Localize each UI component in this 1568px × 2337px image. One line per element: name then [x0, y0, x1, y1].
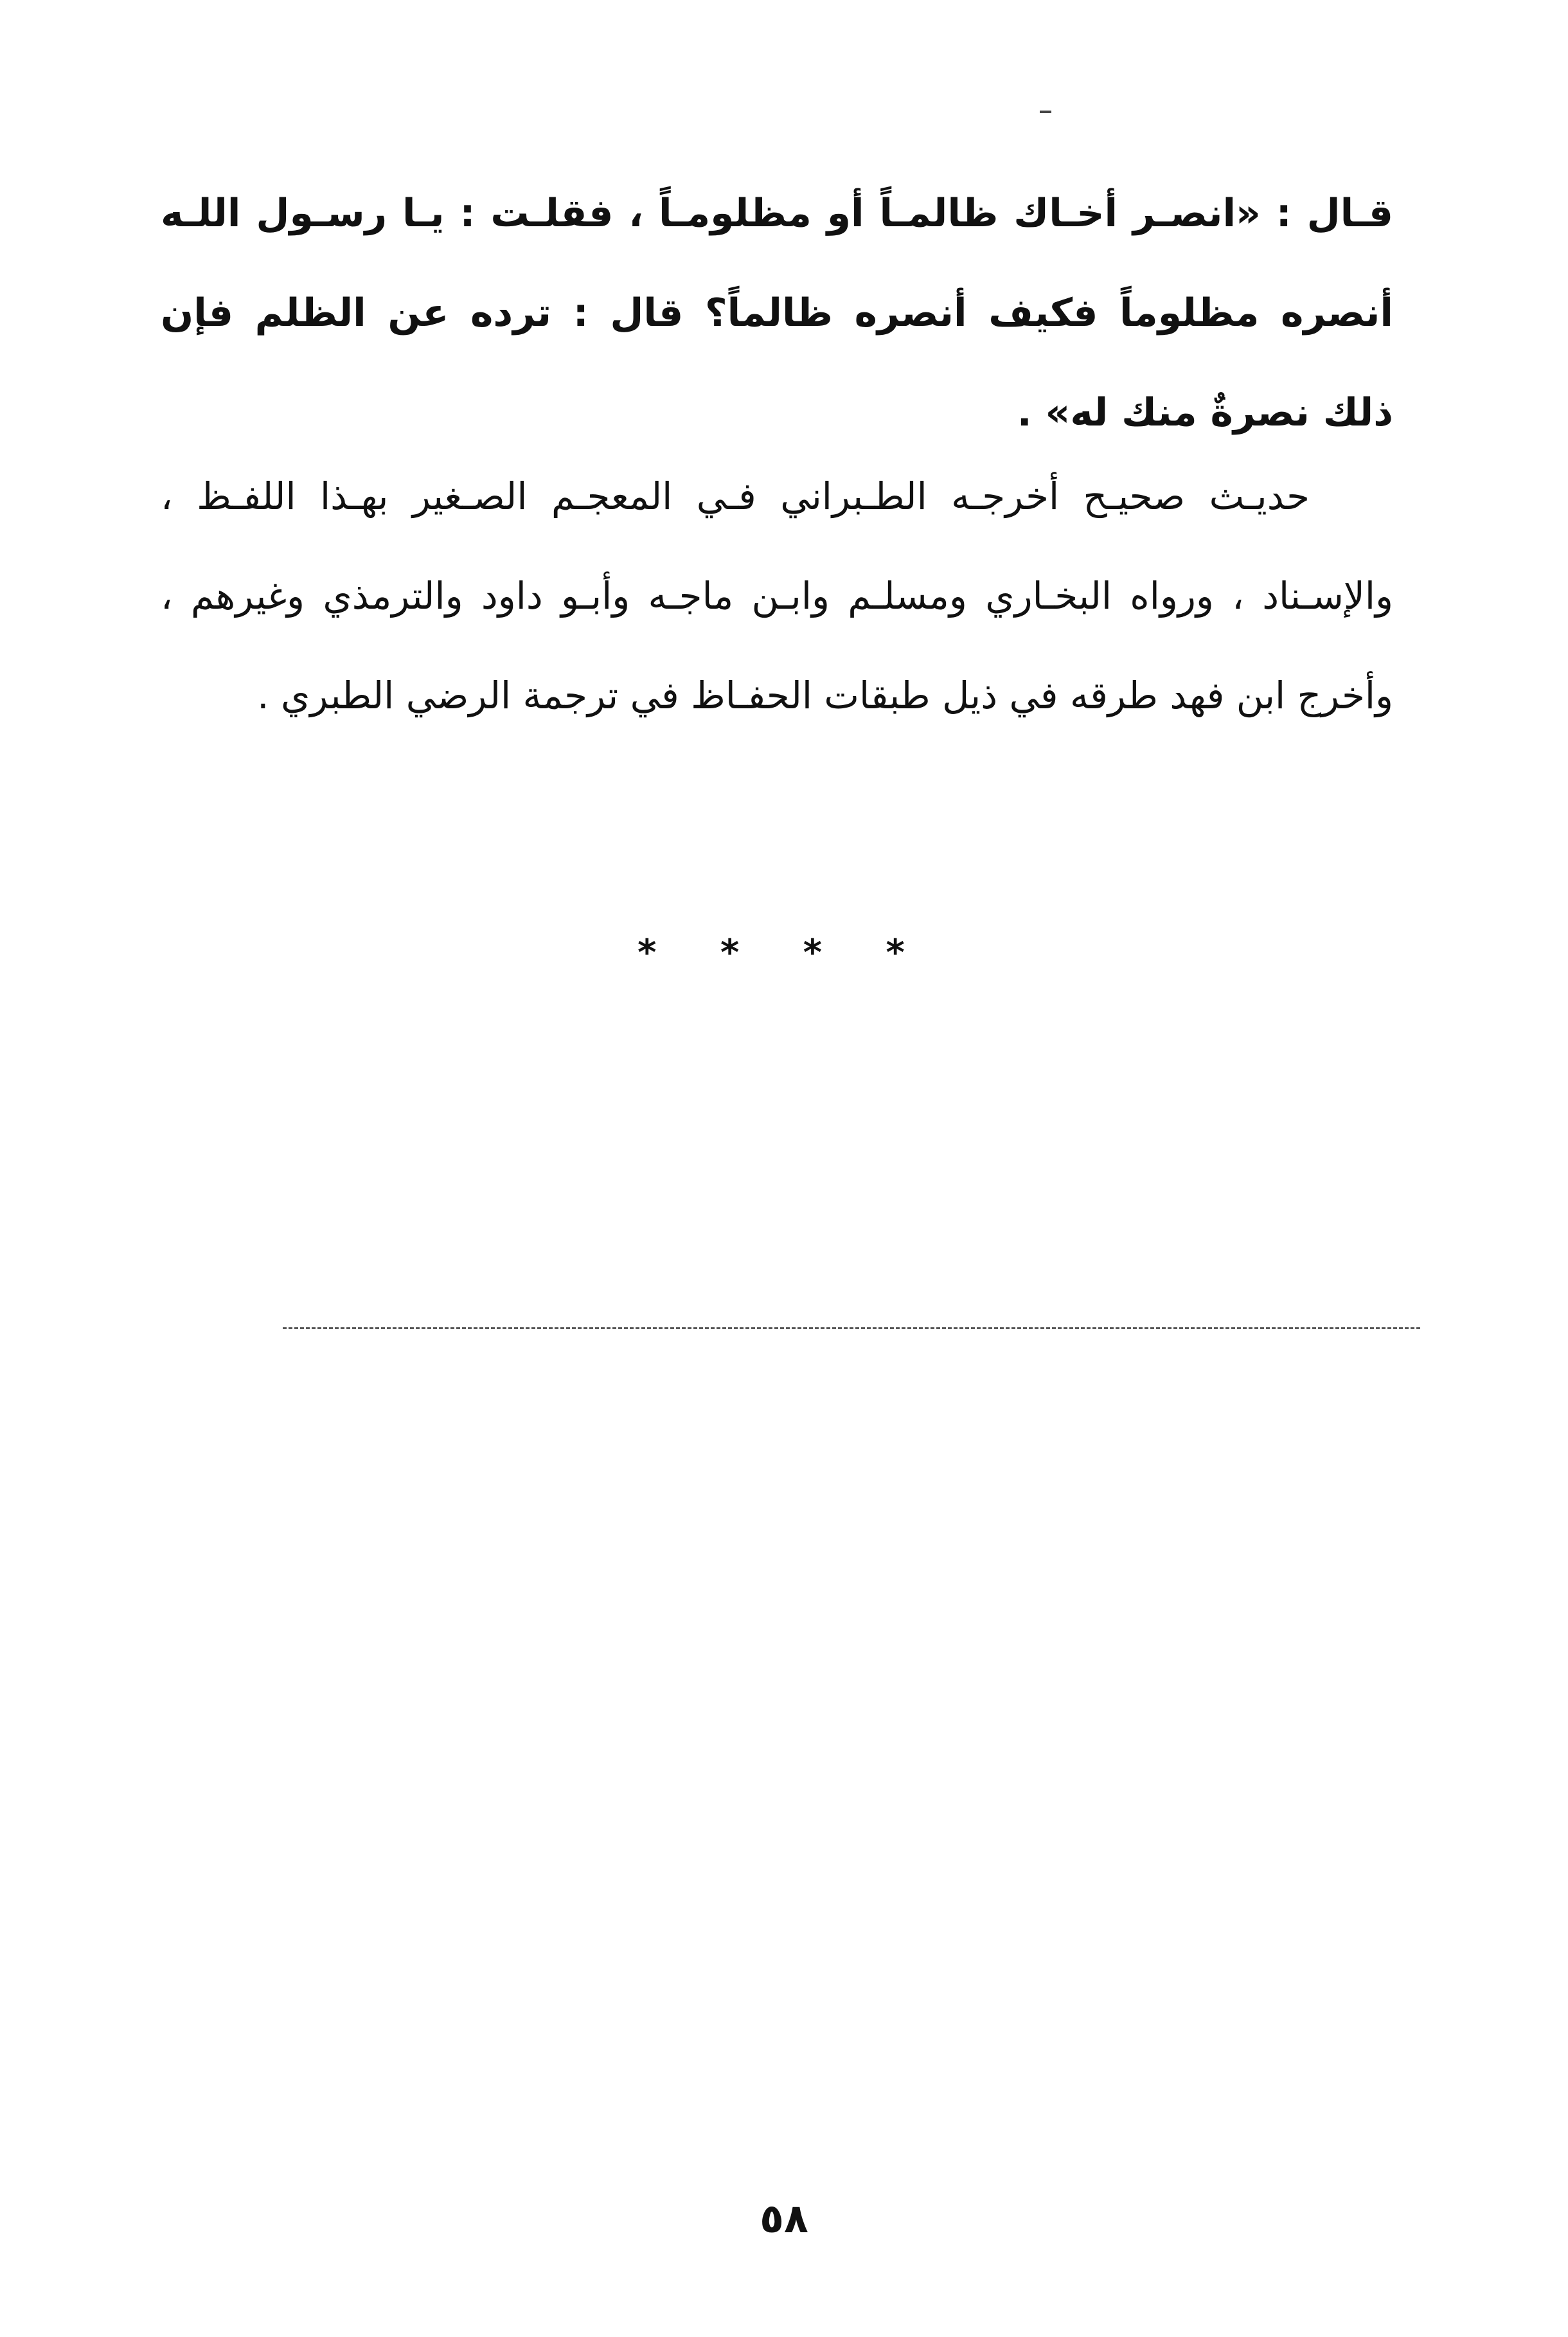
page-number: ٥٨	[760, 2195, 808, 2242]
hadith-text: قـال : «انصـر أخـاك ظالمـاً أو مظلومـاً ، فقلـت : يـا رسـول اللـه أنصره مظلوماً فكيف أنصره ظالماً؟ قال : ترده عن الظلم فإن ذلك نصرةٌ منك له» .	[161, 191, 1393, 435]
hadith-quote-block	[161, 164, 1393, 463]
section-separator: * * * *	[637, 932, 931, 974]
commentary-block	[161, 447, 1393, 746]
footnote-divider	[283, 1327, 1420, 1329]
commentary-text: حديـث صحيـح أخرجـه الطـبراني فـي المعجـم الصـغير بهـذا اللفـظ ، والإسـناد ، ورواه البخـاري ومسلـم وابـن ماجـه وأبـو داود والترمذي وغيرهم ، وأخرج ابن فهد طرقه في ذيل طبقات الحفـاظ في ترجمة الرضي الطبري .	[161, 474, 1393, 717]
scan-mark	[1040, 111, 1051, 113]
